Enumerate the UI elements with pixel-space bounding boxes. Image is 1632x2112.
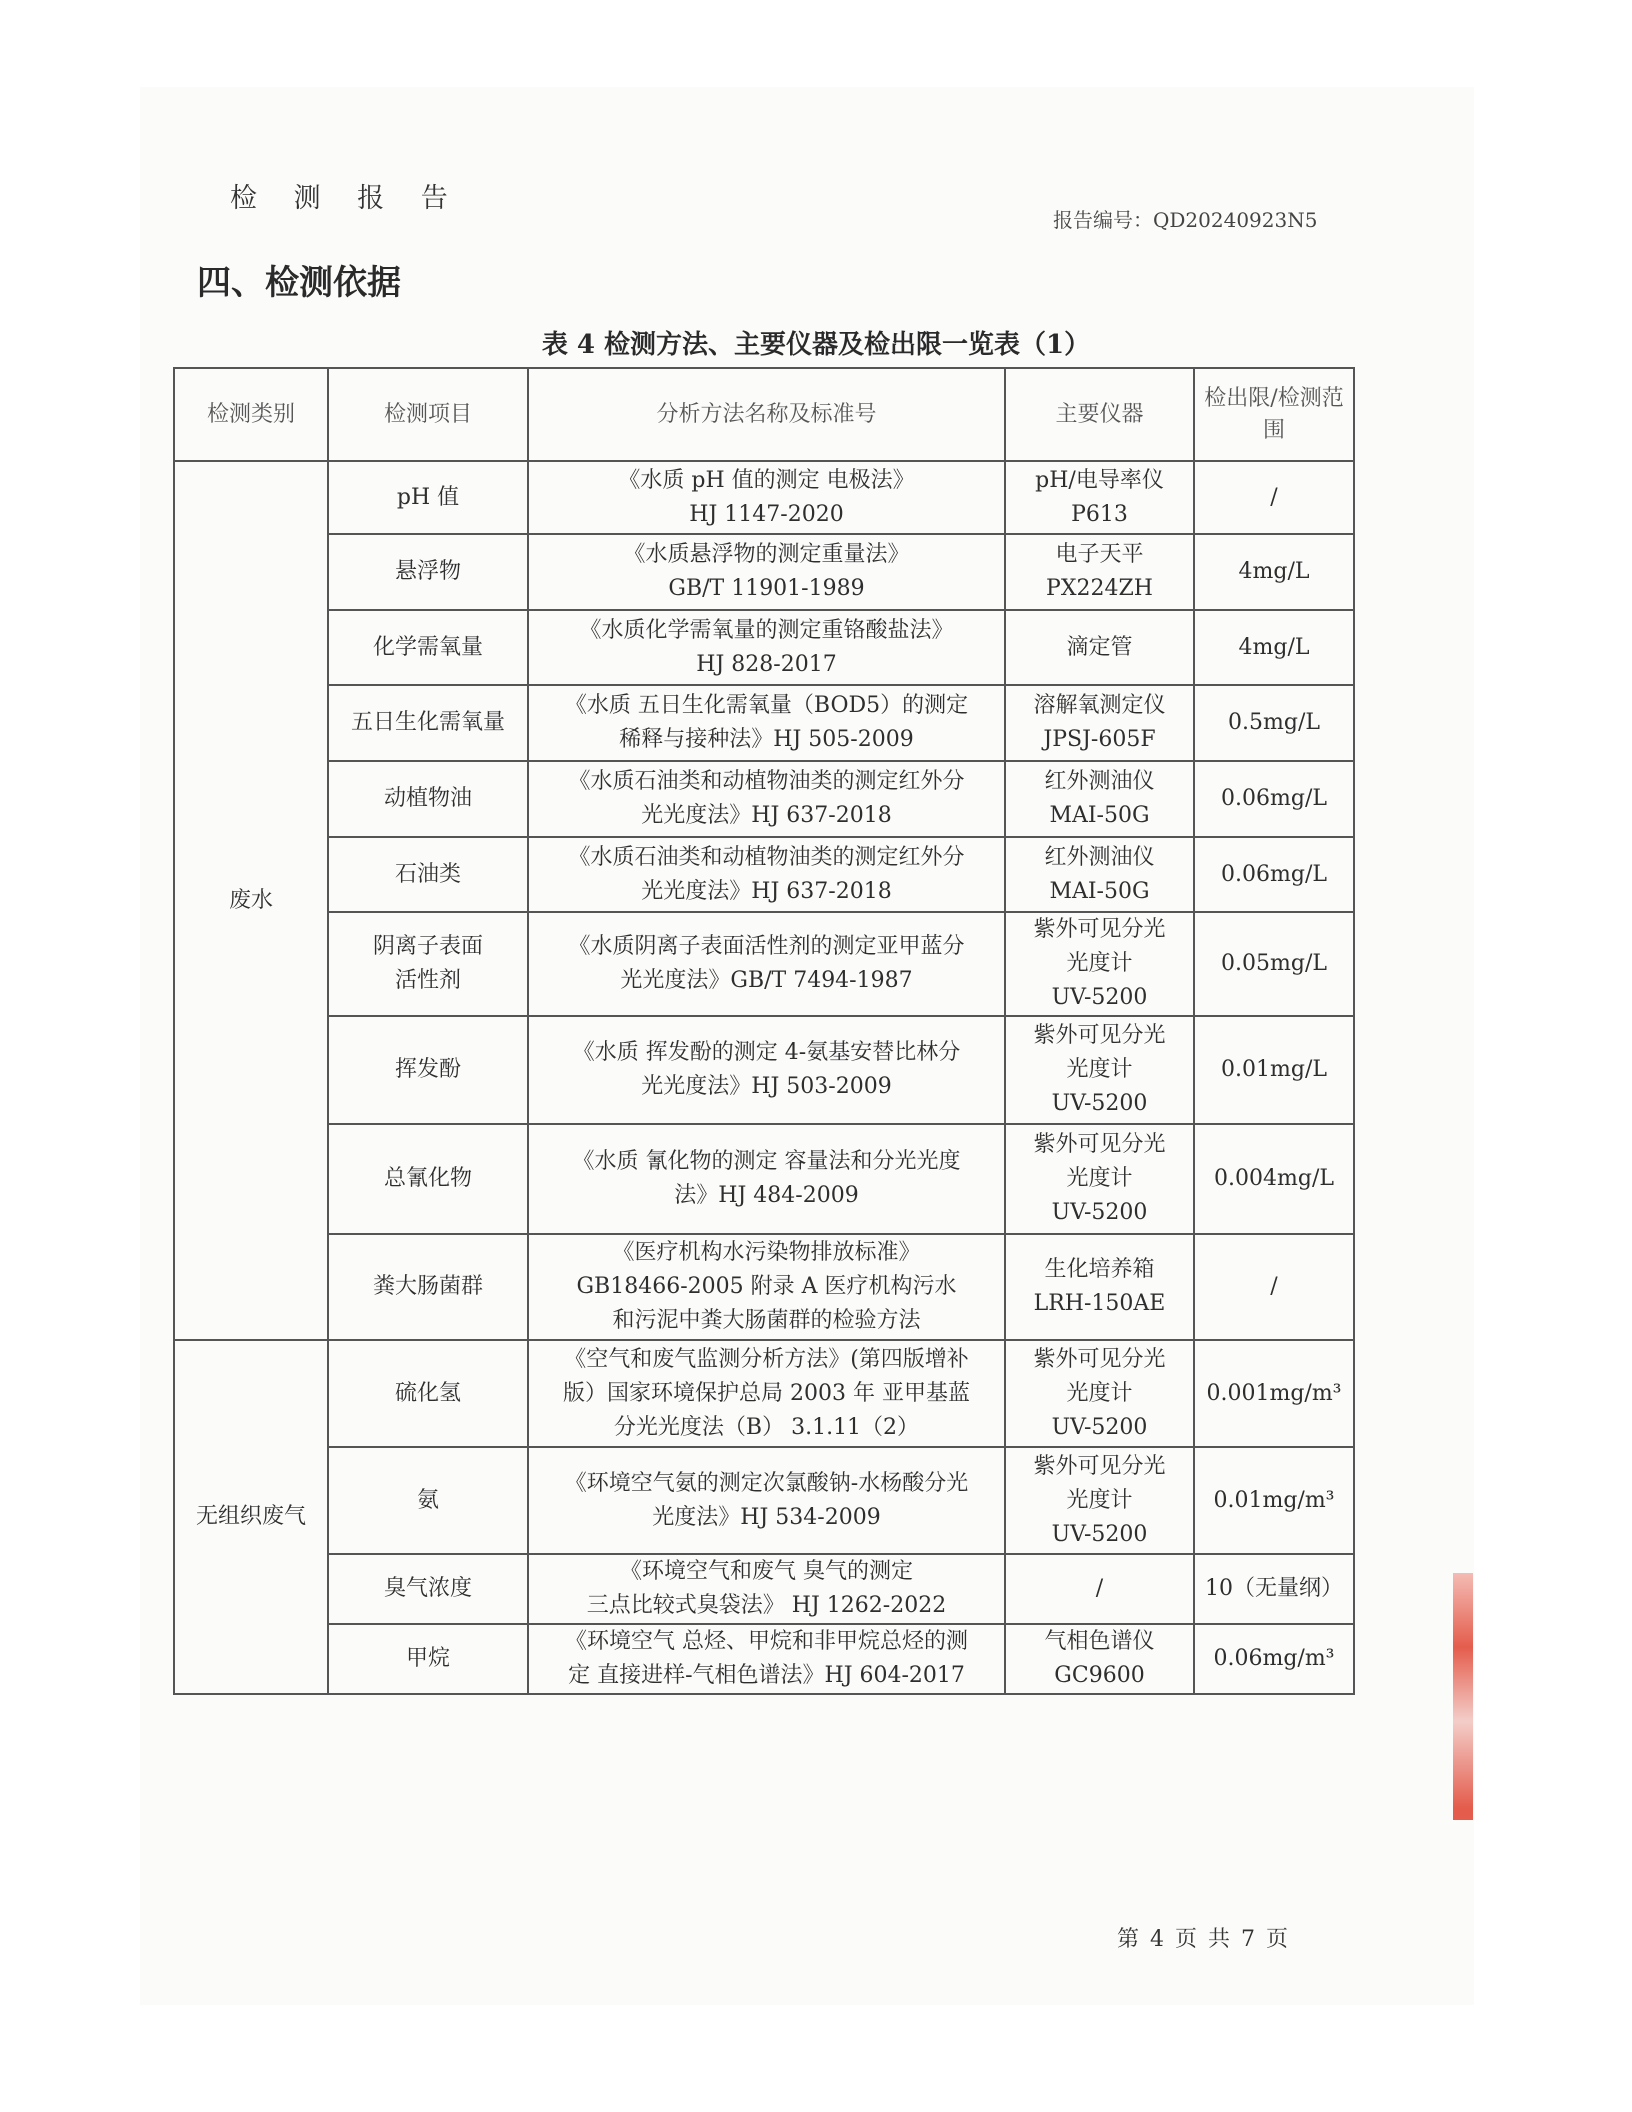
limit-cell: / (1194, 1234, 1354, 1340)
table-row (174, 1340, 1354, 1447)
table-row (174, 610, 1354, 685)
table-row (174, 912, 1354, 1016)
limit-cell: 0.001mg/m³ (1194, 1340, 1354, 1447)
instrument-cell: / (1005, 1554, 1194, 1624)
item-cell: pH 值 (328, 461, 528, 534)
instrument-cell: pH/电导率仪 P613 (1005, 461, 1194, 534)
table-row (174, 1124, 1354, 1234)
table-row (174, 761, 1354, 837)
limit-cell: 0.004mg/L (1194, 1124, 1354, 1234)
limit-cell: 0.06mg/L (1194, 761, 1354, 837)
column-header: 检测类别 (174, 368, 328, 461)
method-cell: 《环境空气氨的测定次氯酸钠-水杨酸分光 光度法》HJ 534-2009 (528, 1447, 1005, 1554)
item-cell: 硫化氢 (328, 1340, 528, 1447)
method-cell: 《水质石油类和动植物油类的测定红外分 光光度法》HJ 637-2018 (528, 837, 1005, 912)
item-cell: 化学需氧量 (328, 610, 528, 685)
table-header-row (174, 368, 1354, 461)
item-cell: 阴离子表面 活性剂 (328, 912, 528, 1016)
item-cell: 悬浮物 (328, 534, 528, 610)
method-cell: 《水质化学需氧量的测定重铬酸盐法》 HJ 828-2017 (528, 610, 1005, 685)
limit-cell: 4mg/L (1194, 534, 1354, 610)
method-cell: 《水质石油类和动植物油类的测定红外分 光光度法》HJ 637-2018 (528, 761, 1005, 837)
column-header: 检出限/检测范围 (1194, 368, 1354, 461)
limit-cell: 0.05mg/L (1194, 912, 1354, 1016)
item-cell: 挥发酚 (328, 1016, 528, 1124)
document-title: 检 测 报 告 (230, 183, 462, 214)
item-cell: 甲烷 (328, 1624, 528, 1694)
method-cell: 《医疗机构水污染物排放标准》 GB18466-2005 附录 A 医疗机构污水 和污泥中粪大肠菌群的检验方法 (528, 1234, 1005, 1340)
instrument-cell: 紫外可见分光 光度计 UV-5200 (1005, 1447, 1194, 1554)
table-row (174, 685, 1354, 761)
item-cell: 氨 (328, 1447, 528, 1554)
method-cell: 《水质 pH 值的测定 电极法》 HJ 1147-2020 (528, 461, 1005, 534)
instrument-cell: 溶解氧测定仪 JPSJ-605F (1005, 685, 1194, 761)
limit-cell: 0.5mg/L (1194, 685, 1354, 761)
instrument-cell: 生化培养箱 LRH-150AE (1005, 1234, 1194, 1340)
method-cell: 《空气和废气监测分析方法》(第四版增补 版）国家环境保护总局 2003 年 亚甲基蓝 分光光度法（B） 3.1.11（2） (528, 1340, 1005, 1447)
limit-cell: 0.06mg/L (1194, 837, 1354, 912)
table-row (174, 534, 1354, 610)
table-row (174, 837, 1354, 912)
method-cell: 《水质 五日生化需氧量（BOD5）的测定 稀释与接种法》HJ 505-2009 (528, 685, 1005, 761)
detection-methods-table (173, 367, 1355, 1695)
table-row (174, 461, 1354, 534)
red-seal-stamp-edge (1453, 1573, 1473, 1820)
category-cell: 废水 (174, 461, 328, 1340)
limit-cell: 0.01mg/m³ (1194, 1447, 1354, 1554)
limit-cell: 10（无量纲） (1194, 1554, 1354, 1624)
table-row (174, 1624, 1354, 1694)
instrument-cell: 紫外可见分光 光度计 UV-5200 (1005, 1016, 1194, 1124)
table-row (174, 1447, 1354, 1554)
section-title: 四、检测依据 (197, 263, 401, 303)
page-number: 第 4 页 共 7 页 (1117, 1927, 1290, 1952)
limit-cell: 4mg/L (1194, 610, 1354, 685)
column-header: 分析方法名称及标准号 (528, 368, 1005, 461)
instrument-cell: 气相色谱仪 GC9600 (1005, 1624, 1194, 1694)
method-cell: 《水质阴离子表面活性剂的测定亚甲蓝分 光光度法》GB/T 7494-1987 (528, 912, 1005, 1016)
method-cell: 《水质悬浮物的测定重量法》 GB/T 11901-1989 (528, 534, 1005, 610)
method-cell: 《水质 氰化物的测定 容量法和分光光度 法》HJ 484-2009 (528, 1124, 1005, 1234)
method-cell: 《环境空气和废气 臭气的测定 三点比较式臭袋法》 HJ 1262-2022 (528, 1554, 1005, 1624)
column-header: 检测项目 (328, 368, 528, 461)
column-header: 主要仪器 (1005, 368, 1194, 461)
limit-cell: / (1194, 461, 1354, 534)
limit-cell: 0.01mg/L (1194, 1016, 1354, 1124)
item-cell: 五日生化需氧量 (328, 685, 528, 761)
limit-cell: 0.06mg/m³ (1194, 1624, 1354, 1694)
instrument-cell: 紫外可见分光 光度计 UV-5200 (1005, 912, 1194, 1016)
instrument-cell: 红外测油仪 MAI-50G (1005, 837, 1194, 912)
table-caption: 表 4 检测方法、主要仪器及检出限一览表（1） (541, 330, 1091, 360)
instrument-cell: 滴定管 (1005, 610, 1194, 685)
instrument-cell: 紫外可见分光 光度计 UV-5200 (1005, 1124, 1194, 1234)
item-cell: 总氰化物 (328, 1124, 528, 1234)
item-cell: 动植物油 (328, 761, 528, 837)
instrument-cell: 红外测油仪 MAI-50G (1005, 761, 1194, 837)
method-cell: 《水质 挥发酚的测定 4-氨基安替比林分 光光度法》HJ 503-2009 (528, 1016, 1005, 1124)
report-number: 报告编号：QD20240923N5 (1053, 208, 1318, 232)
item-cell: 石油类 (328, 837, 528, 912)
item-cell: 粪大肠菌群 (328, 1234, 528, 1340)
category-cell: 无组织废气 (174, 1340, 328, 1694)
table-row (174, 1016, 1354, 1124)
instrument-cell: 紫外可见分光 光度计 UV-5200 (1005, 1340, 1194, 1447)
instrument-cell: 电子天平 PX224ZH (1005, 534, 1194, 610)
method-cell: 《环境空气 总烃、甲烷和非甲烷总烃的测 定 直接进样-气相色谱法》HJ 604-2017 (528, 1624, 1005, 1694)
item-cell: 臭气浓度 (328, 1554, 528, 1624)
table-row (174, 1234, 1354, 1340)
table-row (174, 1554, 1354, 1624)
